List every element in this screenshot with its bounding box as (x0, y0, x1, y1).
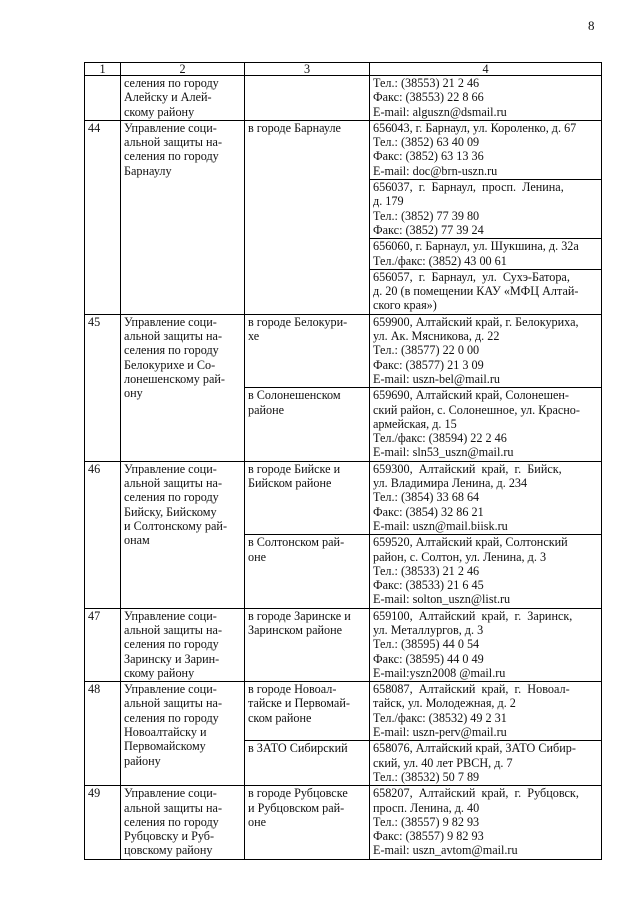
area-cell (245, 76, 370, 121)
org-cell: Управление соци- альной защиты на- селения по городу Белокурихе и Со- лонешенскому рай- ону (121, 314, 245, 461)
contact-cell (370, 180, 602, 239)
contact-cell (370, 741, 602, 786)
contact-address: 659690, Алтайский край, Солонешен- (373, 388, 569, 403)
table-row-47 (85, 608, 602, 681)
header-col-1: 1 (85, 63, 121, 76)
header-col-4: 4 (370, 63, 602, 76)
row-number-cell: 47 (85, 608, 121, 681)
contact-address: 656057, г. Барнаул, ул. Сухэ-Батора, (373, 269, 570, 284)
contact-email: E-mail: uszn@mail.biisk.ru (373, 518, 508, 533)
area-cell: в ЗАТО Сибирский (245, 741, 370, 786)
contact-email: E-mail: uszn-perv@mail.ru (373, 725, 507, 740)
row-number-cell: 46 (85, 461, 121, 608)
contact-phone: Тел./факс: (38532) 49 2 31 (373, 710, 507, 725)
area-cell: в городе Белокури- хе (245, 314, 370, 387)
contact-address: 659300, Алтайский край, г. Бийск, (373, 461, 562, 476)
contact-fax: Факс: (3852) 77 39 24 (373, 222, 484, 237)
row-number-cell: 44 (85, 120, 121, 314)
area-cell: в городе Новоал- тайске и Первомай- ском районе (245, 682, 370, 741)
contact-address: ский, ул. 40 лет РВСН, д. 7 (373, 755, 513, 770)
table-row-49 (85, 786, 602, 859)
contact-address: 659100, Алтайский край, г. Заринск, (373, 608, 573, 623)
area-cell: в городе Барнауле (245, 120, 370, 314)
contact-address: ул. Ак. Мясникова, д. 22 (373, 329, 500, 344)
contact-phone: Тел./факс: (38594) 22 2 46 (373, 431, 507, 446)
row-number-cell: 48 (85, 682, 121, 786)
area-cell: в Солтонском рай- оне (245, 535, 370, 608)
contact-cell (370, 76, 602, 121)
contact-email: E-mail: alguszn@dsmail.ru (373, 104, 507, 119)
table-row-46 (85, 461, 602, 534)
contact-cell (370, 388, 602, 461)
contact-cell (370, 269, 602, 314)
contact-cell (370, 314, 602, 387)
contact-address: армейская, д. 15 (373, 416, 457, 431)
contact-address: 656043, г. Барнаул, ул. Короленко, д. 67 (373, 120, 577, 135)
area-cell: в городе Рубцовске и Рубцовском рай- оне (245, 786, 370, 859)
contact-address: ул. Металлургов, д. 3 (373, 622, 484, 637)
org-cell: Управление соци- альной защиты на- селения по городу Рубцовску и Руб- цовскому району (121, 786, 245, 859)
contact-address: тайск, ул. Молодежная, д. 2 (373, 696, 516, 711)
contact-address: район, с. Солтон, ул. Ленина, д. 3 (373, 549, 547, 564)
header-col-3: 3 (245, 63, 370, 76)
contact-cell (370, 239, 602, 270)
contact-address: ул. Владимира Ленина, д. 234 (373, 476, 528, 491)
org-cell: Управление соци- альной защиты на- селения по городу Бийску, Бийскому и Солтонскому рай- онам (121, 461, 245, 608)
org-cell: Управление соци- альной защиты на- селения по городу Новоалтайску и Первомайскому району (121, 682, 245, 786)
contact-fax: Факс: (3852) 63 13 36 (373, 149, 484, 164)
contact-fax: Факс: (38557) 9 82 93 (373, 829, 484, 844)
table-header-row (85, 63, 602, 76)
contact-phone: Тел./факс: (3852) 43 00 61 (373, 253, 507, 268)
contact-cell (370, 120, 602, 179)
org-cell: Управление соци- альной защиты на- селения по городу Барнаулу (121, 120, 245, 314)
table-row-45 (85, 314, 602, 387)
contact-address: 656060, г. Барнаул, ул. Шукшина, д. 32а (373, 239, 579, 254)
offices-table (84, 62, 602, 860)
area-cell: в Солонешенском районе (245, 388, 370, 461)
contact-address: 658087, Алтайский край, г. Новоал- (373, 682, 570, 697)
contact-phone: Тел.: (38532) 50 7 89 (373, 769, 480, 784)
area-cell: в городе Бийске и Бийском районе (245, 461, 370, 534)
row-number-cell (85, 76, 121, 121)
contact-email: E-mail: sln53_uszn@mail.ru (373, 445, 514, 460)
contact-phone: Тел.: (38577) 22 0 00 (373, 343, 480, 358)
contact-email: E-mail: uszn_avtom@mail.ru (373, 843, 518, 858)
contact-cell (370, 535, 602, 608)
org-cell: селения по городу Алейску и Алей- скому району (121, 76, 245, 121)
area-cell: в городе Заринске и Заринском районе (245, 608, 370, 681)
contact-address: д. 20 (в помещении КАУ «МФЦ Алтай- (373, 284, 579, 299)
contact-address: 659900, Алтайский край, г. Белокуриха, (373, 314, 579, 329)
contact-fax: Факс: (3854) 32 86 21 (373, 504, 484, 519)
contact-email: E-mail: solton_uszn@list.ru (373, 592, 511, 607)
contact-address: ский район, с. Солонешное, ул. Красно- (373, 402, 580, 417)
contact-address: 658076, Алтайский край, ЗАТО Сибир- (373, 741, 576, 756)
contact-cell (370, 608, 602, 681)
contact-cell (370, 461, 602, 534)
contact-phone: Тел.: (38553) 21 2 46 (373, 76, 480, 90)
contact-address: 656037, г. Барнаул, просп. Ленина, (373, 180, 564, 195)
contact-address: 658207, Алтайский край, г. Рубцовск, (373, 786, 579, 801)
contact-email: E-mail: uszn-bel@mail.ru (373, 371, 500, 386)
row-number-cell: 45 (85, 314, 121, 461)
contact-phone: Тел.: (3852) 77 39 80 (373, 208, 480, 223)
contact-address: просп. Ленина, д. 40 (373, 800, 480, 815)
table-row-44 (85, 120, 602, 179)
contact-phone: Тел.: (3854) 33 68 64 (373, 490, 480, 505)
contact-fax: Факс: (38533) 21 6 45 (373, 578, 484, 593)
contact-address: 659520, Алтайский край, Солтонский (373, 535, 568, 550)
contact-phone: Тел.: (38533) 21 2 46 (373, 563, 480, 578)
contact-address: ского края») (373, 298, 437, 313)
contact-address: д. 179 (373, 194, 404, 209)
contact-fax: Факс: (38577) 21 3 09 (373, 357, 484, 372)
contact-fax: Факс: (38553) 22 8 66 (373, 90, 484, 105)
contact-cell (370, 682, 602, 741)
contact-phone: Тел.: (38557) 9 82 93 (373, 814, 480, 829)
page-number: 8 (588, 18, 595, 33)
table-row-continuation (85, 76, 602, 121)
row-number-cell: 49 (85, 786, 121, 859)
header-col-2: 2 (121, 63, 245, 76)
contact-phone: Тел.: (38595) 44 0 54 (373, 637, 480, 652)
contact-phone: Тел.: (3852) 63 40 09 (373, 135, 480, 150)
contact-fax: Факс: (38595) 44 0 49 (373, 651, 484, 666)
table-row-48 (85, 682, 602, 741)
contact-email: E-mail: doc@brn-uszn.ru (373, 163, 498, 178)
org-cell: Управление соци- альной защиты на- селения по городу Заринску и Зарин- скому району (121, 608, 245, 681)
contact-email: E-mail:yszn2008 @mail.ru (373, 665, 506, 680)
contact-cell (370, 786, 602, 859)
